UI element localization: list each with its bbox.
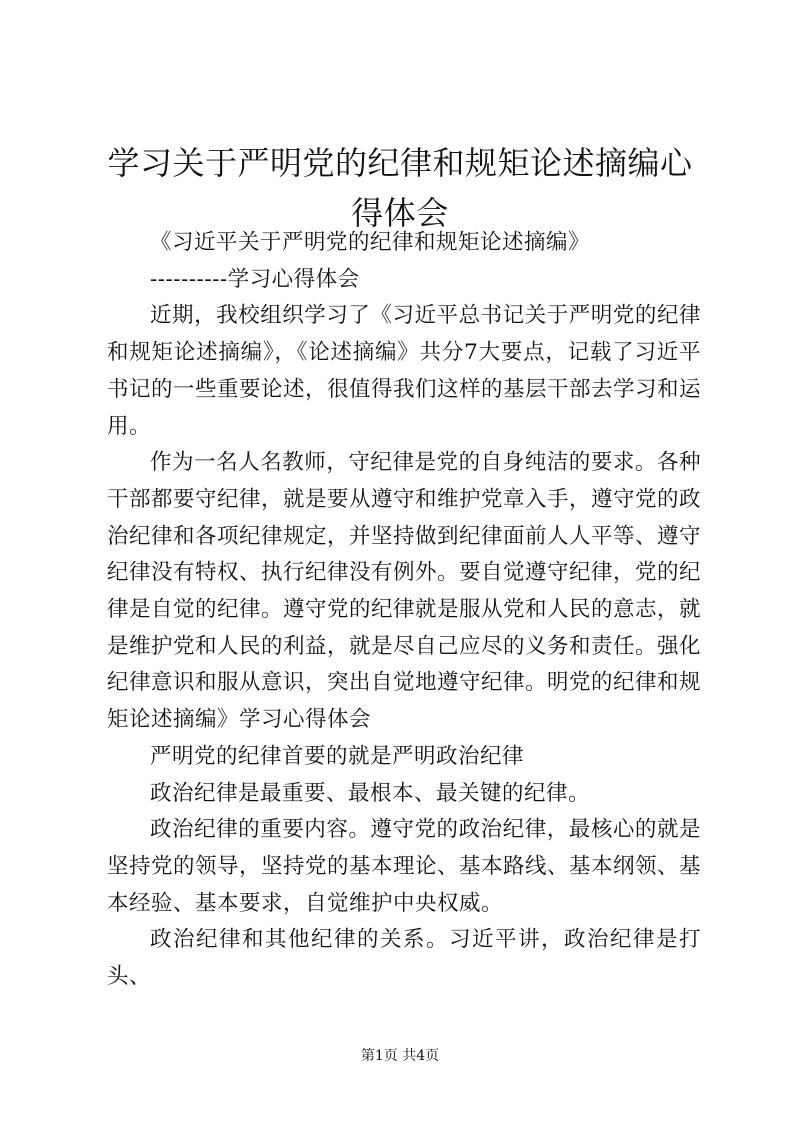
page-number-footer: 第1页 共4页 [360, 1048, 440, 1064]
paragraph: 政治纪律和其他纪律的关系。习近平讲，政治纪律是打头、 [107, 927, 701, 990]
document-body [107, 225, 701, 996]
document-title: 学习关于严明党的纪律和规矩论述摘编心得体会 [107, 144, 693, 232]
paragraph: 近期，我校组织学习了《习近平总书记关于严明党的纪律和规矩论述摘编》，《论述摘编》共分7大要点，记载了习近平书记的一些重要论述，很值得我们这样的基层干部去学习和运用。 [107, 303, 702, 439]
paragraph: 政治纪律是最重要、最根本、最关键的纪律。 [150, 780, 591, 806]
paragraph: 作为一名人名教师，守纪律是党的自身纯洁的要求。各种干部都要守纪律，就是要从遵守和维护党章入手，遵守党的政治纪律和各项纪律规定，并坚持做到纪律面前人人平等、遵守纪律没有特权、执行纪律没有例外。要自觉遵守纪律，党的纪律是自觉的纪律。遵守党的纪律就是服从党和人民的意志，就是维护党和人民的利益，就是尽自己应尽的义务和责任。强化纪律意识和服从意识，突出自觉地遵守纪律。明党的纪律和规矩论述摘编》学习心得体会 [107, 450, 702, 733]
paragraph: ----------学习心得体会 [150, 266, 360, 292]
paragraph: 政治纪律的重要内容。遵守党的政治纪律，最核心的就是坚持党的领导，坚持党的基本理论、基本路线、基本纲领、基本经验、基本要求，自觉维护中央权威。 [107, 817, 702, 916]
paragraph: 严明党的纪律首要的就是严明政治纪律 [150, 743, 525, 769]
paragraph: 《习近平关于严明党的纪律和规矩论述摘编》 [150, 230, 591, 255]
